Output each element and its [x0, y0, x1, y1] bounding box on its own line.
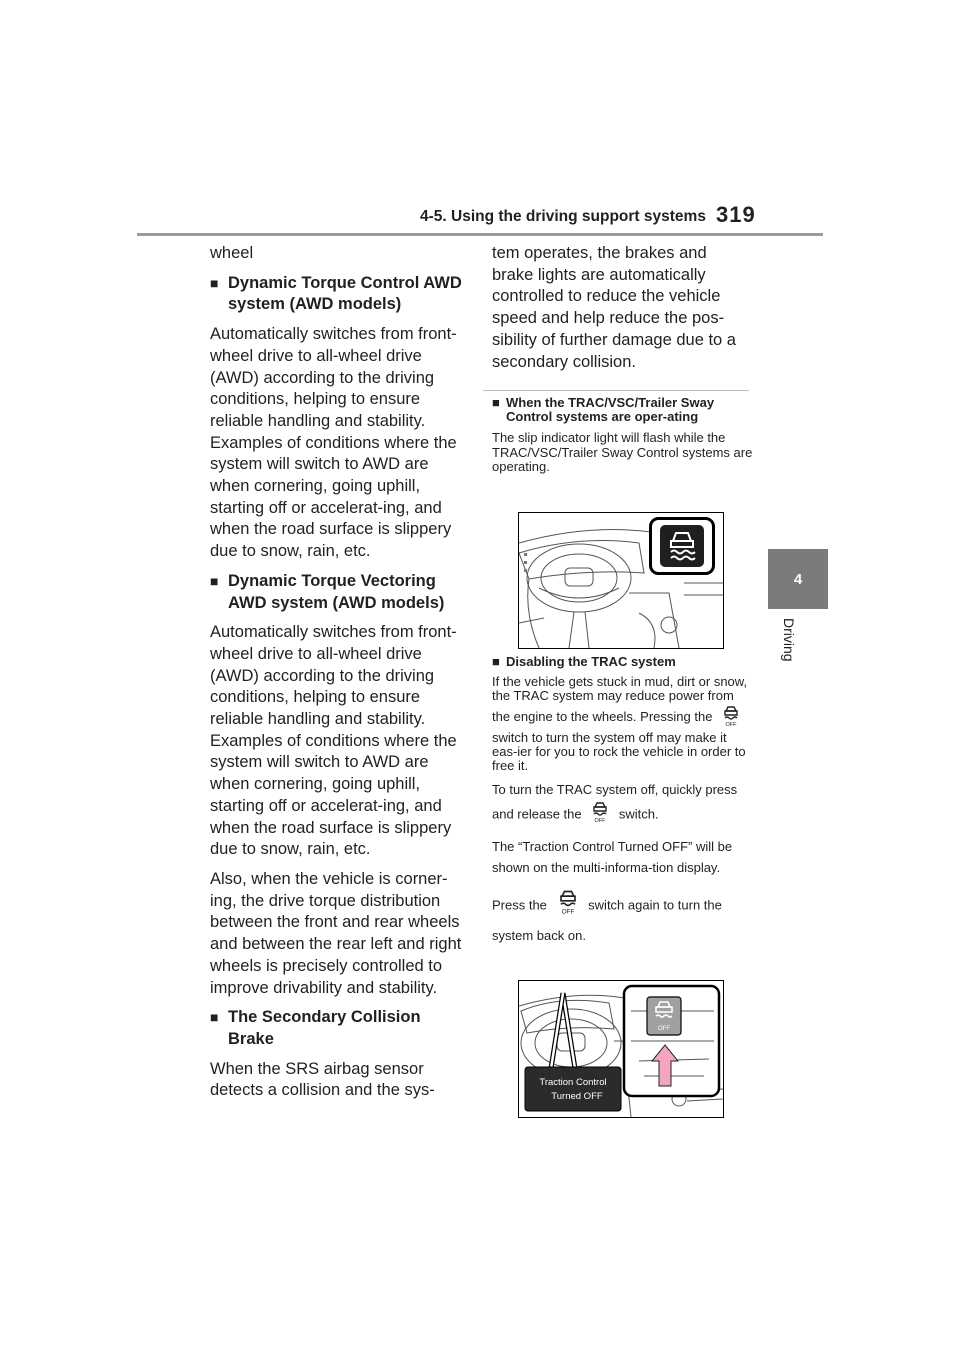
section-heading: ■ Dynamic Torque Vectoring AWD system (AWD models)	[210, 571, 466, 614]
trac-disable-section	[492, 655, 754, 948]
dashboard-illustration	[519, 981, 723, 1117]
figure-trac-off	[518, 980, 724, 1118]
page-number: 319	[716, 202, 756, 227]
bullet-square-icon: ■	[210, 274, 219, 291]
chapter-number: 4	[793, 570, 803, 588]
note-text: If the vehicle gets stuck in mud, dirt or snow, the TRAC system may reduce power from the engine to the wheels. Pressing the OFF switch to turn the system off may make it eas-ier for you to rock the vehicle in order to free it.	[492, 674, 748, 774]
trac-off-switch-icon	[555, 888, 581, 924]
bullet-square-icon: ■	[210, 1009, 219, 1026]
section-heading: ■ Dynamic Torque Control AWD system (AWD models)	[210, 273, 466, 316]
off-text: OFF	[658, 1026, 670, 1032]
section-heading: ■ The Secondary Collision Brake	[210, 1007, 466, 1050]
note-text: To turn the TRAC system off, quickly press and release the OFF switch.	[492, 779, 754, 830]
svg-text:OFF: OFF	[561, 909, 574, 917]
note-text: The “Traction Control Turned OFF” will be shown on the multi-informa-tion display.	[492, 839, 733, 876]
display-line-1: Traction Control	[539, 1077, 607, 1088]
bullet-square-icon: ■	[492, 395, 500, 410]
paragraph: When the SRS airbag sensor detects a collision and the sys-	[210, 1059, 435, 1100]
bullet-square-icon: ■	[492, 654, 500, 669]
note-text: The slip indicator light will flash while the TRAC/VSC/Trailer Sway Control systems are operating.	[492, 430, 753, 474]
bullet-square-icon: ■	[210, 572, 219, 589]
note-heading: ■ Disabling the TRAC system	[492, 654, 676, 669]
section-title: 4-5. Using the driving support systems	[420, 208, 706, 225]
chapter-label: Driving	[781, 618, 797, 662]
slip-indicator-callout	[649, 517, 715, 575]
note-text: Press the OFF switch again to turn the system back on.	[492, 888, 754, 948]
divider	[483, 390, 749, 391]
right-column-top	[492, 243, 750, 373]
paragraph: Automatically switches from front-wheel drive to all-wheel drive (AWD) according to the driving conditions, helping to ensure reliable handling and stability. Examples of conditions where the system will switch to AWD are when cornering, going uphill, starting off or accelerat-ing, and when the road surface is slippery due to snow, rain, etc.	[210, 623, 457, 859]
left-column	[210, 243, 466, 1110]
display-line-2: Turned OFF	[551, 1091, 603, 1102]
header-rule	[137, 233, 823, 236]
paragraph: Automatically switches from front-wheel drive to all-wheel drive (AWD) according to the driving conditions, helping to ensure reliable handling and stability. Examples of conditions where the system will switch to AWD are when cornering, going uphill, starting off or accelerat-ing, and when the road surface is slippery due to snow, rain, etc.	[210, 325, 457, 561]
svg-text:OFF: OFF	[594, 818, 606, 825]
trac-off-switch-icon	[720, 704, 742, 731]
note-heading: ■ When the TRAC/VSC/Trailer Sway Control systems are oper-ating	[492, 395, 715, 425]
right-column-notes	[492, 396, 754, 481]
trac-off-switch-icon	[589, 800, 611, 830]
paragraph: wheel	[210, 244, 254, 262]
chapter-tab	[768, 549, 828, 609]
paragraph: Also, when the vehicle is corner-ing, the drive torque distribution between the front and rear wheels and between the rear left and right wheels is precisely controlled to improve drivability and stability.	[210, 869, 462, 997]
paragraph: tem operates, the brakes and brake lights are automatically controlled to reduce the vehicle speed and help reduce the pos-sibility of further damage due to a secondary collision.	[492, 244, 736, 371]
figure-slip-indicator	[518, 512, 724, 649]
svg-text:OFF: OFF	[725, 721, 737, 728]
